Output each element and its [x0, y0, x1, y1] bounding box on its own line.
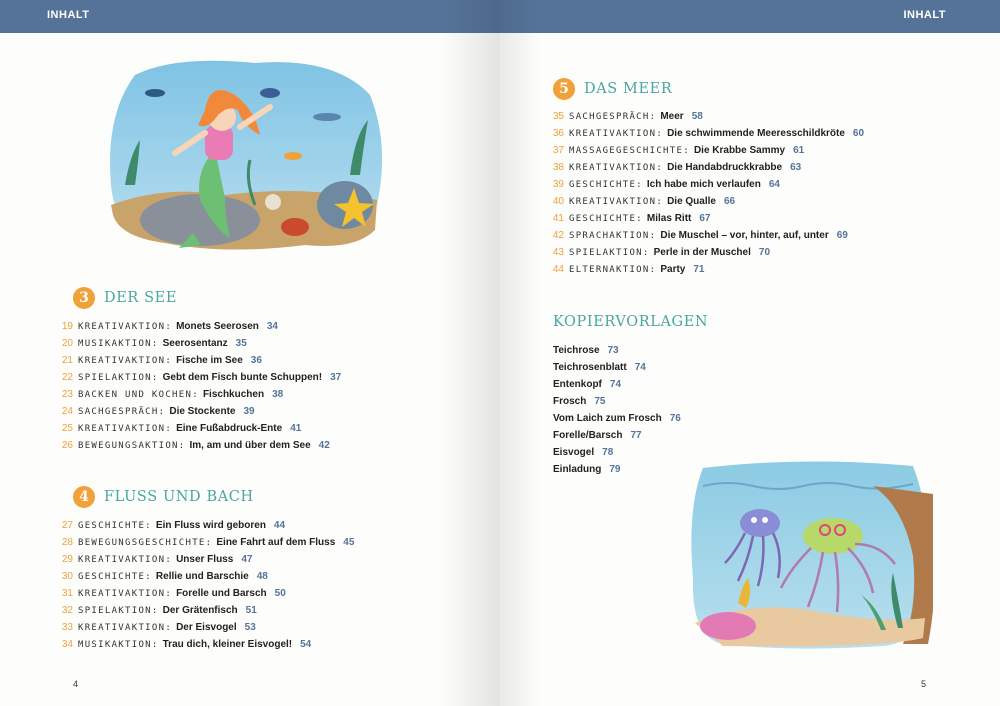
toc-template-page: 34: [266, 321, 278, 332]
toc-entry: [546, 125, 864, 142]
chapter-title: FLUSS UND BACH: [104, 489, 254, 505]
toc-template-page: 35: [235, 338, 247, 349]
chapter-title: DER SEE: [104, 290, 178, 306]
toc-category: KREATIVAKTION:: [78, 423, 173, 434]
toc-template-page: 54: [300, 639, 312, 650]
page-number-right: 5: [921, 679, 927, 689]
toc-template-page: 58: [691, 111, 703, 122]
page-number-left: 4: [73, 679, 79, 689]
header-label-right: INHALT: [903, 9, 946, 21]
toc-title: Ich habe mich verlaufen: [646, 179, 761, 190]
toc-title: Rellie und Barschie: [155, 571, 249, 582]
toc-template-page: 63: [790, 162, 802, 173]
toc-title: Die schwimmende Meeresschildkröte: [667, 128, 845, 139]
chapter-heading-5: [553, 78, 672, 100]
toc-category: SPIELAKTION:: [78, 605, 159, 616]
toc-title: Meer: [660, 111, 684, 122]
toc-template-page: 39: [243, 406, 255, 417]
toc-page-number: 30: [61, 571, 73, 582]
toc-entry: [55, 369, 341, 386]
header-label-left: INHALT: [47, 9, 90, 21]
toc-category: KREATIVAKTION:: [569, 162, 664, 173]
toc-template-page: 48: [256, 571, 268, 582]
toc-title: Die Handabdruckkrabbe: [667, 162, 783, 173]
toc-page-number: 29: [61, 554, 73, 565]
jellyfish-illustration: [683, 458, 933, 650]
toc-title: Trau dich, kleiner Eisvogel!: [162, 639, 293, 650]
right-page: [500, 0, 1000, 706]
toc-entry: [55, 534, 354, 551]
template-page: 74: [634, 362, 646, 373]
templates-list: [553, 342, 681, 478]
toc-template-page: 42: [318, 440, 330, 451]
toc-entry: [55, 352, 341, 369]
toc-category: GESCHICHTE:: [569, 179, 643, 190]
toc-category: GESCHICHTE:: [78, 520, 152, 531]
toc-title: Im, am und über dem See: [189, 440, 311, 451]
toc-category: KREATIVAKTION:: [78, 588, 173, 599]
toc-entry: [546, 261, 864, 278]
toc-page-number: 22: [61, 372, 73, 383]
toc-page-number: 34: [61, 639, 73, 650]
template-page: 74: [609, 379, 622, 390]
template-item: [553, 444, 681, 461]
template-page: 77: [630, 430, 642, 441]
toc-title: Forelle und Barsch: [176, 588, 267, 599]
toc-page-number: 21: [61, 355, 73, 366]
templates-heading: KOPIERVORLAGEN: [553, 314, 709, 330]
toc-category: BACKEN UND KOCHEN:: [78, 389, 199, 400]
toc-category: GESCHICHTE:: [78, 571, 152, 582]
toc-page-number: 25: [61, 423, 73, 434]
toc-entry: [55, 335, 341, 352]
toc-page-number: 20: [61, 338, 73, 349]
chapter-number-badge: 3: [73, 287, 95, 309]
toc-category: KREATIVAKTION:: [78, 554, 173, 565]
toc-title: Gebt dem Fisch bunte Schuppen!: [162, 372, 323, 383]
toc-category: BEWEGUNGSGESCHICHTE:: [78, 537, 213, 548]
toc-category: KREATIVAKTION:: [78, 321, 173, 332]
chapter-number-badge: 5: [553, 78, 575, 100]
toc-page-number: 40: [552, 196, 564, 207]
toc-entry: [55, 602, 354, 619]
gutter-shadow: [440, 0, 500, 706]
toc-entry: [546, 176, 864, 193]
toc-category: SPRACHAKTION:: [569, 230, 657, 241]
toc-entry: [55, 318, 341, 335]
toc-category: MASSAGEGESCHICHTE:: [569, 145, 690, 156]
toc-entry: [55, 619, 354, 636]
toc-title: Der Grätenfisch: [162, 605, 238, 616]
toc-template-page: 66: [723, 196, 736, 207]
toc-title: Die Qualle: [667, 196, 716, 207]
toc-template-page: 51: [245, 605, 257, 616]
toc-page-number: 26: [61, 440, 73, 451]
toc-entry: [55, 403, 341, 420]
template-item: [553, 359, 681, 376]
toc-page-number: 23: [61, 389, 73, 400]
toc-entry: [55, 386, 341, 403]
toc-entry: [546, 159, 864, 176]
toc-entry: [55, 437, 341, 454]
header-bar-right: [500, 0, 1000, 33]
toc-category: MUSIKAKTION:: [78, 338, 159, 349]
toc-template-page: 45: [343, 537, 355, 548]
toc-category: SACHGESPRÄCH:: [569, 111, 657, 122]
toc-category: MUSIKAKTION:: [78, 639, 159, 650]
template-page: 76: [669, 413, 681, 424]
toc-page-number: 41: [552, 213, 564, 224]
toc-template-page: 53: [244, 622, 256, 633]
toc-page-number: 32: [61, 605, 73, 616]
toc-entry: [55, 517, 354, 534]
toc-template-page: 61: [793, 145, 805, 156]
toc-entry: [546, 244, 864, 261]
toc-template-page: 60: [852, 128, 865, 139]
toc-page-number: 43: [552, 247, 564, 258]
template-title: Frosch: [553, 396, 587, 407]
toc-page-number: 31: [61, 588, 73, 599]
toc-category: KREATIVAKTION:: [569, 128, 664, 139]
toc-list-chapter-4: [55, 517, 354, 653]
template-title: Einladung: [553, 464, 602, 475]
toc-list-chapter-5: [546, 108, 864, 278]
template-page: 73: [607, 345, 619, 356]
toc-template-page: 38: [272, 389, 284, 400]
toc-template-page: 70: [758, 247, 771, 258]
template-title: Entenkopf: [553, 379, 602, 390]
template-title: Forelle/Barsch: [553, 430, 623, 441]
toc-title: Unser Fluss: [176, 554, 234, 565]
header-bar-left: [0, 0, 500, 33]
template-page: 78: [602, 447, 614, 458]
toc-page-number: 39: [552, 179, 564, 190]
chapter-heading-4: [73, 486, 254, 508]
toc-template-page: 37: [330, 372, 342, 383]
template-item: [553, 427, 681, 444]
toc-category: ELTERNAKTION:: [569, 264, 657, 275]
toc-page-number: 42: [552, 230, 564, 241]
toc-entry: [55, 568, 354, 585]
toc-page-number: 19: [61, 321, 73, 332]
template-item: [553, 393, 681, 410]
toc-category: KREATIVAKTION:: [78, 622, 173, 633]
toc-entry: [55, 420, 341, 437]
toc-title: Perle in der Muschel: [653, 247, 751, 258]
toc-title: Ein Fluss wird geboren: [155, 520, 266, 531]
chapter-number-badge: 4: [73, 486, 95, 508]
template-title: Eisvogel: [553, 447, 595, 458]
toc-page-number: 44: [552, 264, 564, 275]
template-title: Teichrose: [553, 345, 600, 356]
gutter-shadow: [500, 0, 540, 706]
toc-title: Die Krabbe Sammy: [693, 145, 786, 156]
toc-page-number: 27: [61, 520, 73, 531]
toc-entry: [546, 108, 864, 125]
toc-template-page: 50: [274, 588, 286, 599]
toc-title: Seerosentanz: [162, 338, 228, 349]
toc-category: GESCHICHTE:: [569, 213, 643, 224]
toc-template-page: 64: [768, 179, 780, 190]
toc-template-page: 67: [699, 213, 711, 224]
toc-entry: [546, 227, 864, 244]
toc-page-number: 33: [61, 622, 73, 633]
toc-title: Eine Fußabdruck-Ente: [176, 423, 283, 434]
toc-entry: [546, 210, 864, 227]
toc-page-number: 35: [552, 111, 564, 122]
toc-title: Der Eisvogel: [176, 622, 237, 633]
chapter-title: DAS MEER: [584, 81, 673, 97]
toc-entry: [55, 636, 354, 653]
toc-page-number: 37: [552, 145, 564, 156]
template-item: [553, 342, 681, 359]
toc-title: Party: [660, 264, 686, 275]
toc-title: Die Stockente: [169, 406, 236, 417]
template-item: [553, 376, 681, 393]
toc-title: Die Muschel – vor, hinter, auf, unter: [660, 230, 829, 241]
toc-title: Fische im See: [176, 355, 243, 366]
toc-template-page: 44: [273, 520, 286, 531]
toc-category: KREATIVAKTION:: [78, 355, 173, 366]
template-title: Teichrosenblatt: [553, 362, 627, 373]
toc-page-number: 28: [61, 537, 73, 548]
toc-template-page: 36: [250, 355, 262, 366]
toc-category: BEWEGUNGSAKTION:: [78, 440, 186, 451]
toc-category: SPIELAKTION:: [569, 247, 650, 258]
toc-list-chapter-3: [55, 318, 341, 454]
toc-template-page: 41: [290, 423, 302, 434]
mermaid-illustration: [105, 55, 385, 265]
toc-entry: [546, 193, 864, 210]
toc-template-page: 71: [693, 264, 705, 275]
toc-title: Fischkuchen: [202, 389, 265, 400]
toc-title: Milas Ritt: [646, 213, 692, 224]
toc-entry: [55, 551, 354, 568]
template-title: Vom Laich zum Frosch: [553, 413, 662, 424]
toc-category: KREATIVAKTION:: [569, 196, 664, 207]
toc-page-number: 24: [61, 406, 73, 417]
template-page: 79: [609, 464, 621, 475]
toc-template-page: 69: [836, 230, 848, 241]
toc-category: SACHGESPRÄCH:: [78, 406, 166, 417]
chapter-heading-3: [73, 287, 177, 309]
toc-entry: [55, 585, 354, 602]
toc-category: SPIELAKTION:: [78, 372, 159, 383]
template-item: [553, 410, 681, 427]
toc-entry: [546, 142, 864, 159]
toc-page-number: 36: [552, 128, 564, 139]
toc-page-number: 38: [552, 162, 564, 173]
template-item: [553, 461, 681, 478]
toc-title: Eine Fahrt auf dem Fluss: [216, 537, 336, 548]
template-page: 75: [594, 396, 606, 407]
toc-template-page: 47: [241, 554, 253, 565]
toc-title: Monets Seerosen: [176, 321, 259, 332]
